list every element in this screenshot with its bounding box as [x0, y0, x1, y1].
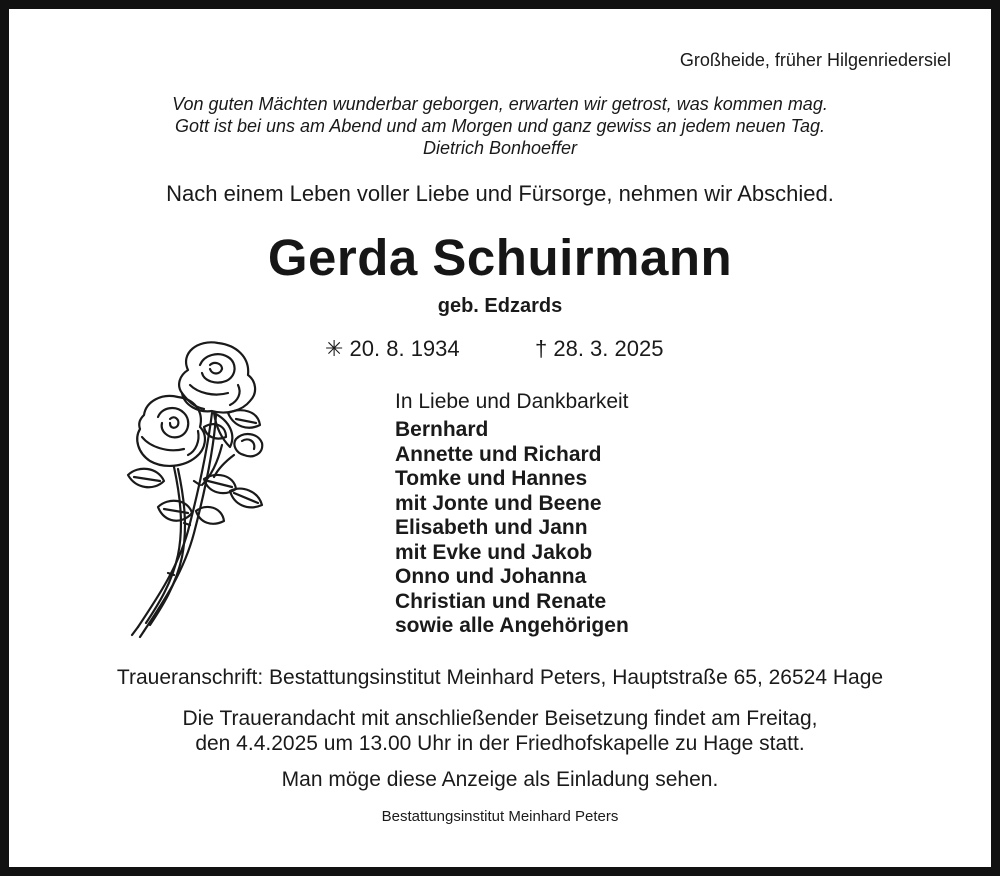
- mourning-address: Traueranschrift: Bestattungsinstitut Meinhard Peters, Hauptstraße 65, 26524 Hage: [116, 666, 884, 689]
- intro-text: Nach einem Leben voller Liebe und Fürsorge, nehmen wir Abschied.: [166, 181, 834, 206]
- funeral-home-footer: Bestattungsinstitut Meinhard Peters: [381, 808, 619, 825]
- mourner-name: Bernhard: [395, 418, 489, 441]
- deceased-name: Gerda Schuirmann: [267, 229, 733, 286]
- invitation-text: Man möge diese Anzeige als Einladung sehen.: [281, 768, 719, 791]
- bonhoeffer-quote: [0, 93, 1000, 159]
- mourner-name: Christian und Renate: [395, 589, 607, 613]
- mourners-intro: In Liebe und Dankbarkeit: [395, 390, 629, 413]
- mourners-list: [395, 418, 629, 639]
- place-line: Großheide, früher Hilgenriedersiel: [679, 50, 951, 70]
- death-date: † 28. 3. 2025: [535, 336, 664, 361]
- service-line-1: Die Trauerandacht mit anschließender Beisetzung findet am Freitag,: [182, 707, 818, 730]
- mourner-name: Annette und Richard: [395, 442, 602, 466]
- mourner-name: mit Jonte und Beene: [395, 491, 602, 515]
- mourner-name: sowie alle Angehörigen: [395, 614, 629, 637]
- mourner-name: Elisabeth und Jann: [395, 516, 588, 539]
- mourner-name: Tomke und Hannes: [395, 467, 588, 490]
- quote-author: Dietrich Bonhoeffer: [422, 138, 578, 158]
- service-line-2: den 4.4.2025 um 13.00 Uhr in der Friedhofskapelle zu Hage statt.: [195, 732, 805, 755]
- quote-line-2: Gott ist bei uns am Abend und am Morgen und ganz gewiss an jedem neuen Tag.: [174, 116, 826, 136]
- service-info: [0, 706, 1000, 756]
- mourner-name: Onno und Johanna: [395, 565, 587, 588]
- mourner-name: mit Evke und Jakob: [395, 540, 593, 564]
- rose-icon: [118, 335, 278, 640]
- maiden-name: geb. Edzards: [437, 295, 563, 317]
- birth-date: ✳ 20. 8. 1934: [325, 336, 460, 361]
- quote-line-1: Von guten Mächten wunderbar geborgen, erwarten wir getrost, was kommen mag.: [172, 94, 828, 114]
